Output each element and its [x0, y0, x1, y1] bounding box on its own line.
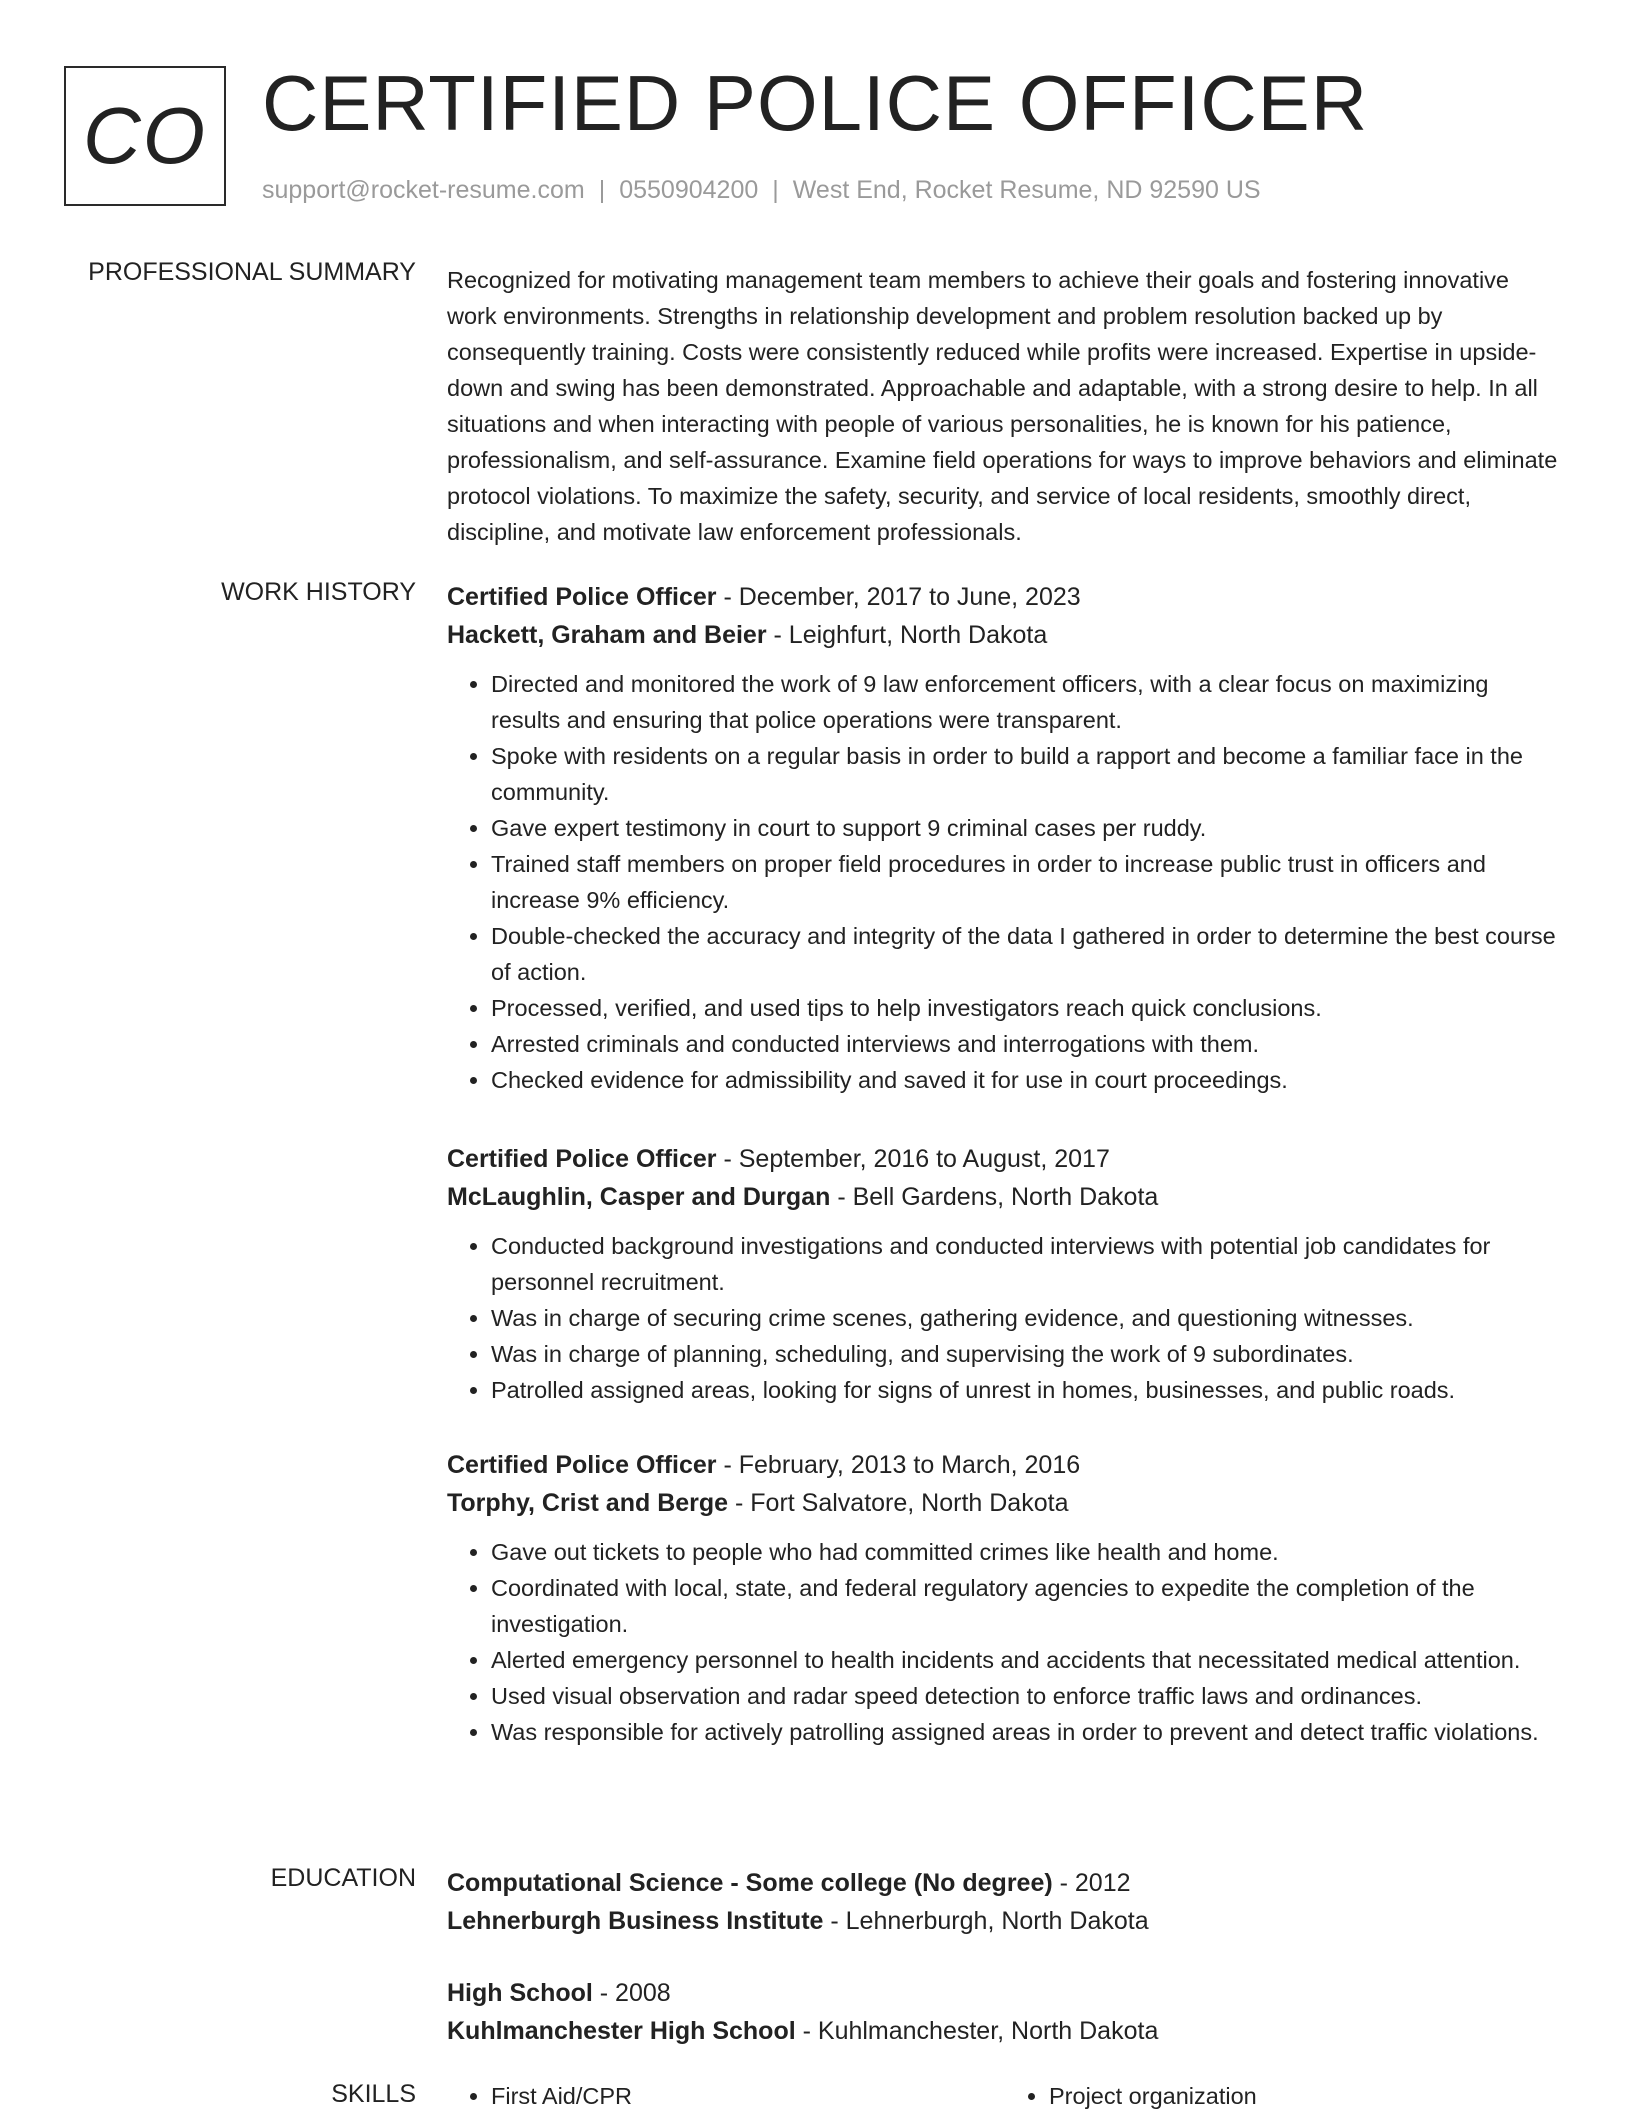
job-bullet: • Was in charge of planning, scheduling, and supervising the work of 9 subordinates. — [491, 1336, 1563, 1372]
job-bullet: • Patrolled assigned areas, looking for signs of unrest in homes, businesses, and public roads. — [491, 1372, 1563, 1408]
monogram-box — [64, 66, 226, 206]
education-degree-line — [447, 1974, 1563, 2012]
job-bullet-list — [447, 1534, 1563, 1750]
education-degree: High School — [447, 1979, 593, 2007]
job-title: Certified Police Officer — [447, 1145, 717, 1173]
job-dates: - February, 2013 to March, 2016 — [716, 1451, 1081, 1479]
job-bullet: • Gave expert testimony in court to support 9 criminal cases per ruddy. — [491, 810, 1563, 846]
contact-phone: 0550904200 — [619, 176, 759, 204]
education-location: - Kuhlmanchester, North Dakota — [795, 2017, 1159, 2045]
job-company-line — [447, 1484, 1563, 1522]
job-bullet: • Was responsible for actively patrolling assigned areas in order to prevent and detect traffic violations. — [491, 1714, 1563, 1750]
job-company: Torphy, Crist and Berge — [447, 1489, 729, 1517]
job-company-line — [447, 1178, 1563, 1216]
education-degree: Computational Science - Some college (No degree) — [447, 1869, 1053, 1897]
education-year: - 2012 — [1052, 1869, 1131, 1897]
education-school: Lehnerburgh Business Institute — [447, 1907, 824, 1935]
education-location: - Lehnerburgh, North Dakota — [823, 1907, 1149, 1935]
job-bullet-list — [447, 666, 1563, 1098]
education-entry — [447, 1974, 1563, 2050]
job-location: - Leighfurt, North Dakota — [766, 621, 1048, 649]
job-entry — [447, 1446, 1563, 1750]
monogram-initials: CO — [83, 91, 207, 180]
contact-address: West End, Rocket Resume, ND 92590 US — [792, 176, 1261, 204]
job-bullet: • Directed and monitored the work of 9 law enforcement officers, with a clear focus on maximizing results and ensuring that police operations were transparent. — [491, 666, 1563, 738]
job-bullet-list — [447, 1228, 1563, 1408]
skills-column-left — [447, 2078, 1005, 2114]
job-title-line — [447, 1140, 1563, 1178]
job-dates: - September, 2016 to August, 2017 — [716, 1145, 1110, 1173]
contact-separator: | — [772, 176, 779, 204]
job-title: Certified Police Officer — [447, 583, 717, 611]
job-company: McLaughlin, Casper and Durgan — [447, 1183, 831, 1211]
education-entry — [447, 1864, 1563, 1940]
job-bullet: • Double-checked the accuracy and integrity of the data I gathered in order to determine the best course of action. — [491, 918, 1563, 990]
job-dates: - December, 2017 to June, 2023 — [716, 583, 1081, 611]
skills-list — [447, 2078, 1563, 2114]
job-bullet: • Coordinated with local, state, and federal regulatory agencies to expedite the completion of the investigation. — [491, 1570, 1563, 1642]
education-degree-line — [447, 1864, 1563, 1902]
education-school: Kuhlmanchester High School — [447, 2017, 796, 2045]
education-year: - 2008 — [592, 1979, 671, 2007]
job-bullet: • Used visual observation and radar speed detection to enforce traffic laws and ordinances. — [491, 1678, 1563, 1714]
job-title-line — [447, 1446, 1563, 1484]
job-entry — [447, 578, 1563, 1098]
job-company: Hackett, Graham and Beier — [447, 621, 767, 649]
education-school-line — [447, 1902, 1563, 1940]
summary-section-label: PROFESSIONAL SUMMARY — [88, 258, 416, 286]
summary-text: Recognized for motivating management team members to achieve their goals and fostering innovative work environments. Strengths in relationship development and problem resolution backed up by consequently training. Costs were consistently reduced while profits were increased. Expertise in upside-down and swing has been demonstrated. Approachable and adaptable, with a strong desire to help. In all situations and when interacting with people of various personalities, he is known for his patience, professionalism, and self-assurance. Examine field operations for ways to improve behaviors and eliminate protocol violations. To maximize the safety, security, and service of local residents, smoothly direct, discipline, and motivate law enforcement professionals. — [447, 267, 1558, 545]
skill-item: • Project organization — [1049, 2078, 1563, 2114]
contact-email: support@rocket-resume.com — [262, 176, 585, 204]
job-title-line — [447, 578, 1563, 616]
job-company-line — [447, 616, 1563, 654]
job-bullet: • Processed, verified, and used tips to help investigators reach quick conclusions. — [491, 990, 1563, 1026]
skill-item: • First Aid/CPR — [491, 2078, 1005, 2114]
job-title: Certified Police Officer — [447, 1451, 717, 1479]
job-bullet: • Alerted emergency personnel to health incidents and accidents that necessitated medical attention. — [491, 1642, 1563, 1678]
job-bullet: • Was in charge of securing crime scenes, gathering evidence, and questioning witnesses. — [491, 1300, 1563, 1336]
skills-column-right — [1005, 2078, 1563, 2114]
job-entry — [447, 1140, 1563, 1408]
job-bullet: • Trained staff members on proper field procedures in order to increase public trust in officers and increase 9% efficiency. — [491, 846, 1563, 918]
job-bullet: • Gave out tickets to people who had committed crimes like health and home. — [491, 1534, 1563, 1570]
job-bullet: • Checked evidence for admissibility and saved it for use in court proceedings. — [491, 1062, 1563, 1098]
job-bullet: • Arrested criminals and conducted interviews and interrogations with them. — [491, 1026, 1563, 1062]
job-bullet: • Conducted background investigations and conducted interviews with potential job candidates for personnel recruitment. — [491, 1228, 1563, 1300]
job-bullet: • Spoke with residents on a regular basis in order to build a rapport and become a familiar face in the community. — [491, 738, 1563, 810]
education-section-label: EDUCATION — [270, 1864, 416, 1892]
skills-section-label: SKILLS — [331, 2080, 416, 2108]
job-location: - Bell Gardens, North Dakota — [830, 1183, 1159, 1211]
education-school-line — [447, 2012, 1563, 2050]
job-location: - Fort Salvatore, North Dakota — [728, 1489, 1069, 1517]
work-history-section-label: WORK HISTORY — [221, 578, 416, 606]
resume-title: CERTIFIED POLICE OFFICER — [262, 59, 1369, 147]
contact-separator: | — [598, 176, 606, 204]
contact-line — [262, 176, 1261, 205]
